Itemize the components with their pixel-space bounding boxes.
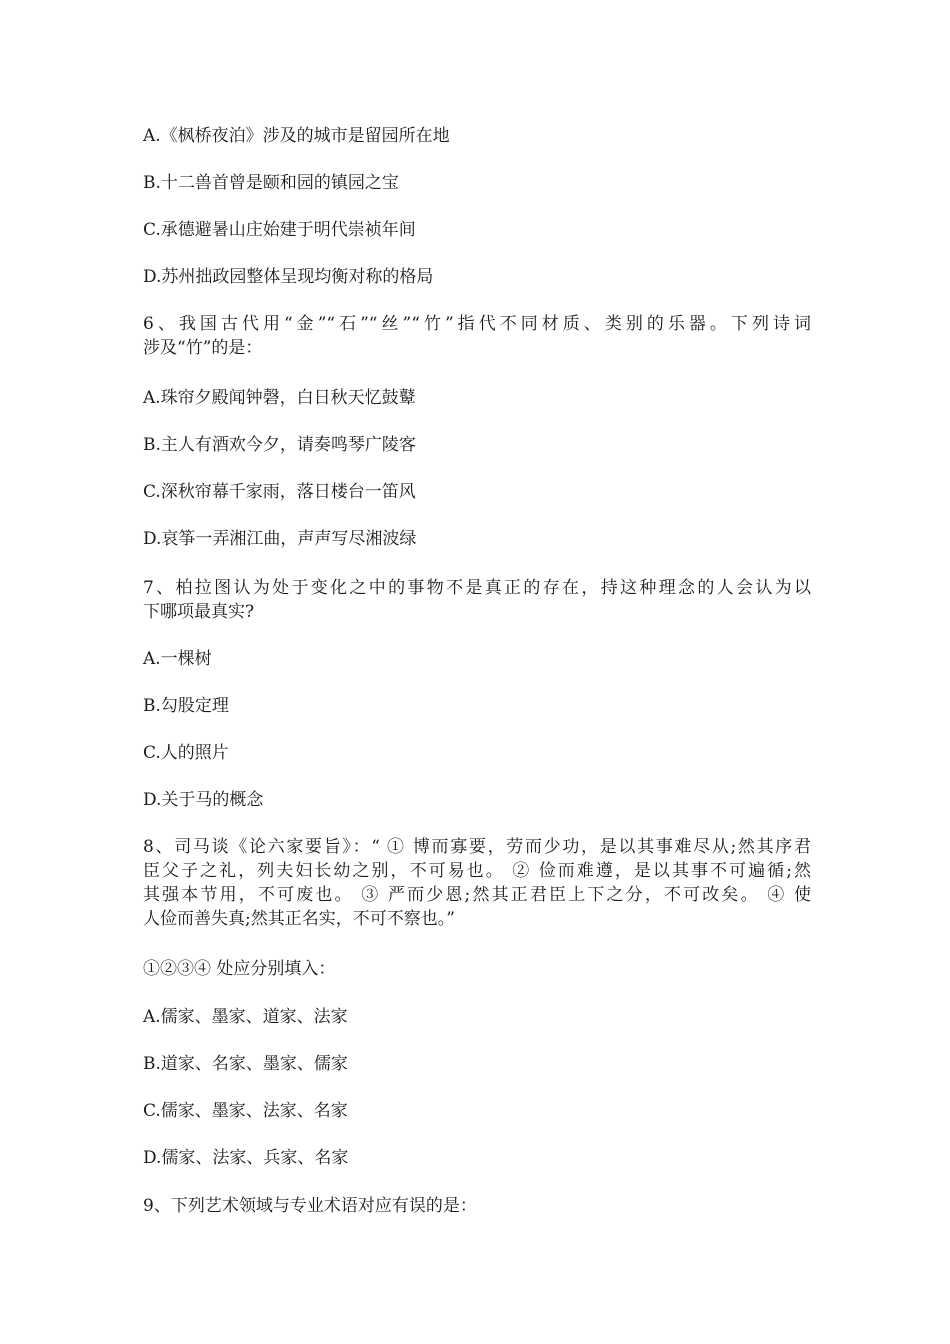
q8-prompt: ①②③④ 处应分别填入： (143, 959, 336, 979)
q8-stem-line-2: 臣父子之礼，列夫妇长幼之别，不可易也。 ② 俭而难遵，是以其事不可遍循;然 (143, 861, 811, 881)
q8-option-b: B.道家、名家、墨家、儒家 (143, 1054, 348, 1074)
q5-option-d: D.苏州拙政园整体呈现均衡对称的格局 (143, 267, 434, 287)
q9-stem: 9、下列艺术领域与专业术语对应有误的是： (143, 1196, 477, 1216)
q7-option-c: C.人的照片 (143, 743, 229, 763)
q6-stem (143, 312, 811, 360)
q8-option-a: A.儒家、墨家、道家、法家 (143, 1007, 348, 1027)
q7-option-d: D.关于马的概念 (143, 790, 264, 810)
q7-option-a: A.一棵树 (143, 649, 212, 669)
q5-option-a: A.《枫桥夜泊》涉及的城市是留园所在地 (143, 126, 450, 146)
q6-option-c: C.深秋帘幕千家雨，落日楼台一笛风 (143, 482, 416, 502)
q8-option-c: C.儒家、墨家、法家、名家 (143, 1101, 348, 1121)
q8-option-d: D.儒家、法家、兵家、名家 (143, 1148, 349, 1168)
q6-option-a: A.珠帘夕殿闻钟磬，白日秋天忆鼓鼙 (143, 388, 416, 408)
q6-stem-line-2: 涉及“竹”的是： (143, 338, 263, 358)
q7-stem (143, 576, 811, 624)
q8-stem-line-3: 其强本节用，不可废也。 ③ 严而少恩;然其正君臣上下之分，不可改矣。 ④ 使 (143, 885, 811, 905)
q6-option-b: B.主人有酒欢今夕，请奏鸣琴广陵客 (143, 435, 416, 455)
q5-option-c: C.承德避暑山庄始建于明代崇祯年间 (143, 220, 416, 240)
q7-option-b: B.勾股定理 (143, 696, 229, 716)
q6-stem-line-1: 6、我国古代用“金”“石”“丝”“竹”指代不同材质、类别的乐器。下列诗词 (143, 314, 811, 334)
q7-stem-line-2: 下哪项最真实? (143, 602, 255, 622)
q7-stem-line-1: 7、柏拉图认为处于变化之中的事物不是真正的存在，持这种理念的人会认为以 (143, 578, 811, 598)
q5-option-b: B.十二兽首曾是颐和园的镇园之宝 (143, 173, 399, 193)
q8-stem-line-1: 8、司马谈《论六家要旨》：“ ① 博而寡要，劳而少功，是以其事难尽从;然其序君 (143, 837, 811, 857)
q8-stem (143, 835, 811, 931)
q8-stem-line-4: 人俭而善失真;然其正名实，不可不察也。” (143, 909, 455, 929)
q6-option-d: D.哀筝一弄湘江曲，声声写尽湘波绿 (143, 529, 417, 549)
